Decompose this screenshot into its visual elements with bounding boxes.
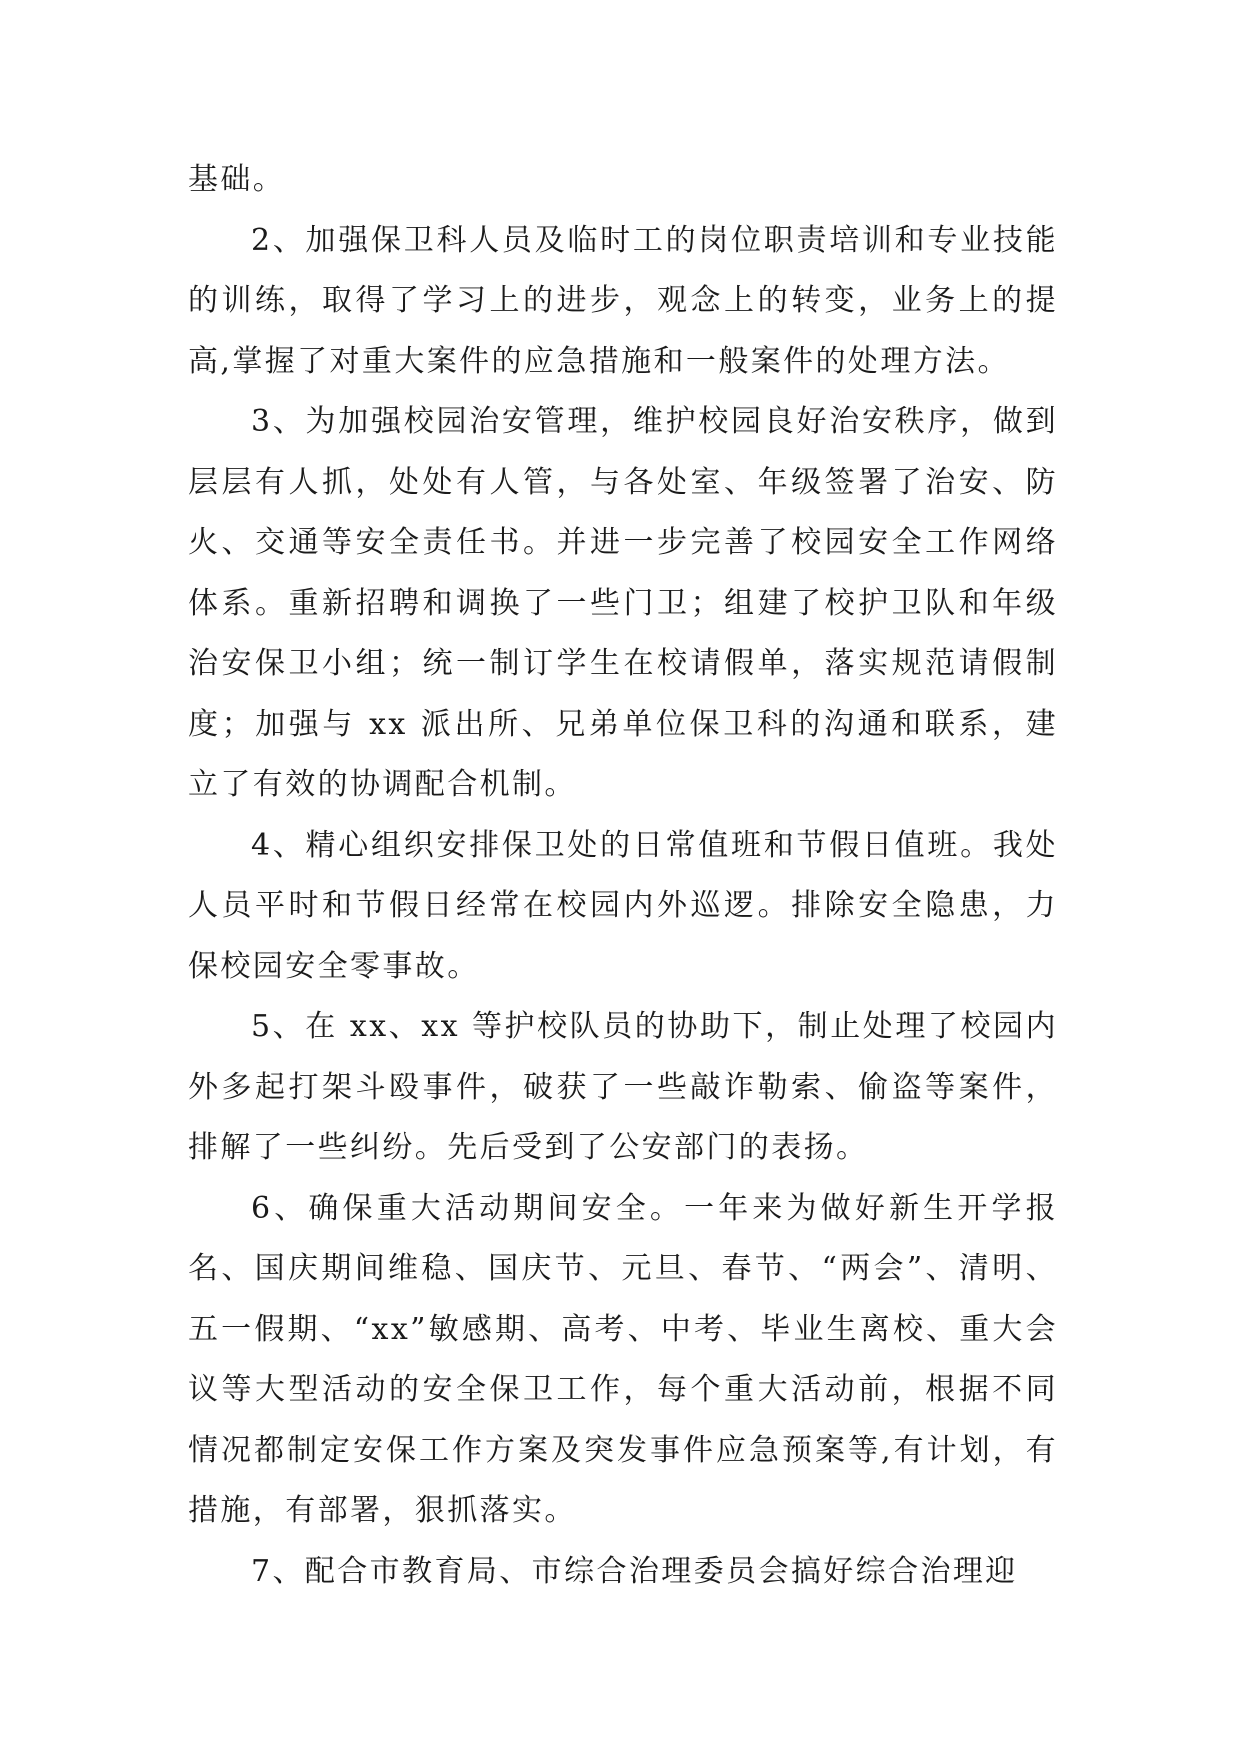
paragraph-6: 6、确保重大活动期间安全。一年来为做好新生开学报名、国庆期间维稳、国庆节、元旦、春节、“两会”、清明、五一假期、“xx”敏感期、高考、中考、毕业生离校、重大会议等大型活动的安全保卫工作，每个重大活动前，根据不同情况都制定安保工作方案及突发事件应急预案等,有计划，有措施，有部署，狠抓落实。: [188, 1190, 1058, 1528]
paragraph-1: 基础。: [188, 162, 286, 197]
paragraph-5: 5、在 xx、xx 等护校队员的协助下，制止处理了校园内外多起打架斗殴事件，破获了一些敲诈勒索、偷盗等案件，排解了一些纠纷。先后受到了公安部门的表扬。: [188, 1009, 1058, 1165]
paragraph-3: 3、为加强校园治安管理，维护校园良好治安秩序，做到层层有人抓，处处有人管，与各处室、年级签署了治安、防火、交通等安全责任书。并进一步完善了校园安全工作网络体系。重新招聘和调换了一些门卫；组建了校护卫队和年级治安保卫小组；统一制订学生在校请假单，落实规范请假制度；加强与 xx 派出所、兄弟单位保卫科的沟通和联系，建立了有效的协调配合机制。: [188, 404, 1058, 802]
document-body: [188, 150, 1058, 1602]
paragraph-7: 7、配合市教育局、市综合治理委员会搞好综合治理迎: [251, 1553, 1018, 1589]
paragraph-2: 2、加强保卫科人员及临时工的岗位职责培训和专业技能的训练，取得了学习上的进步，观念上的转变，业务上的提高,掌握了对重大案件的应急措施和一般案件的处理方法。: [188, 222, 1058, 379]
paragraph-4: 4、精心组织安排保卫处的日常值班和节假日值班。我处人员平时和节假日经常在校园内外巡逻。排除安全隐患，力保校园安全零事故。: [188, 827, 1058, 984]
